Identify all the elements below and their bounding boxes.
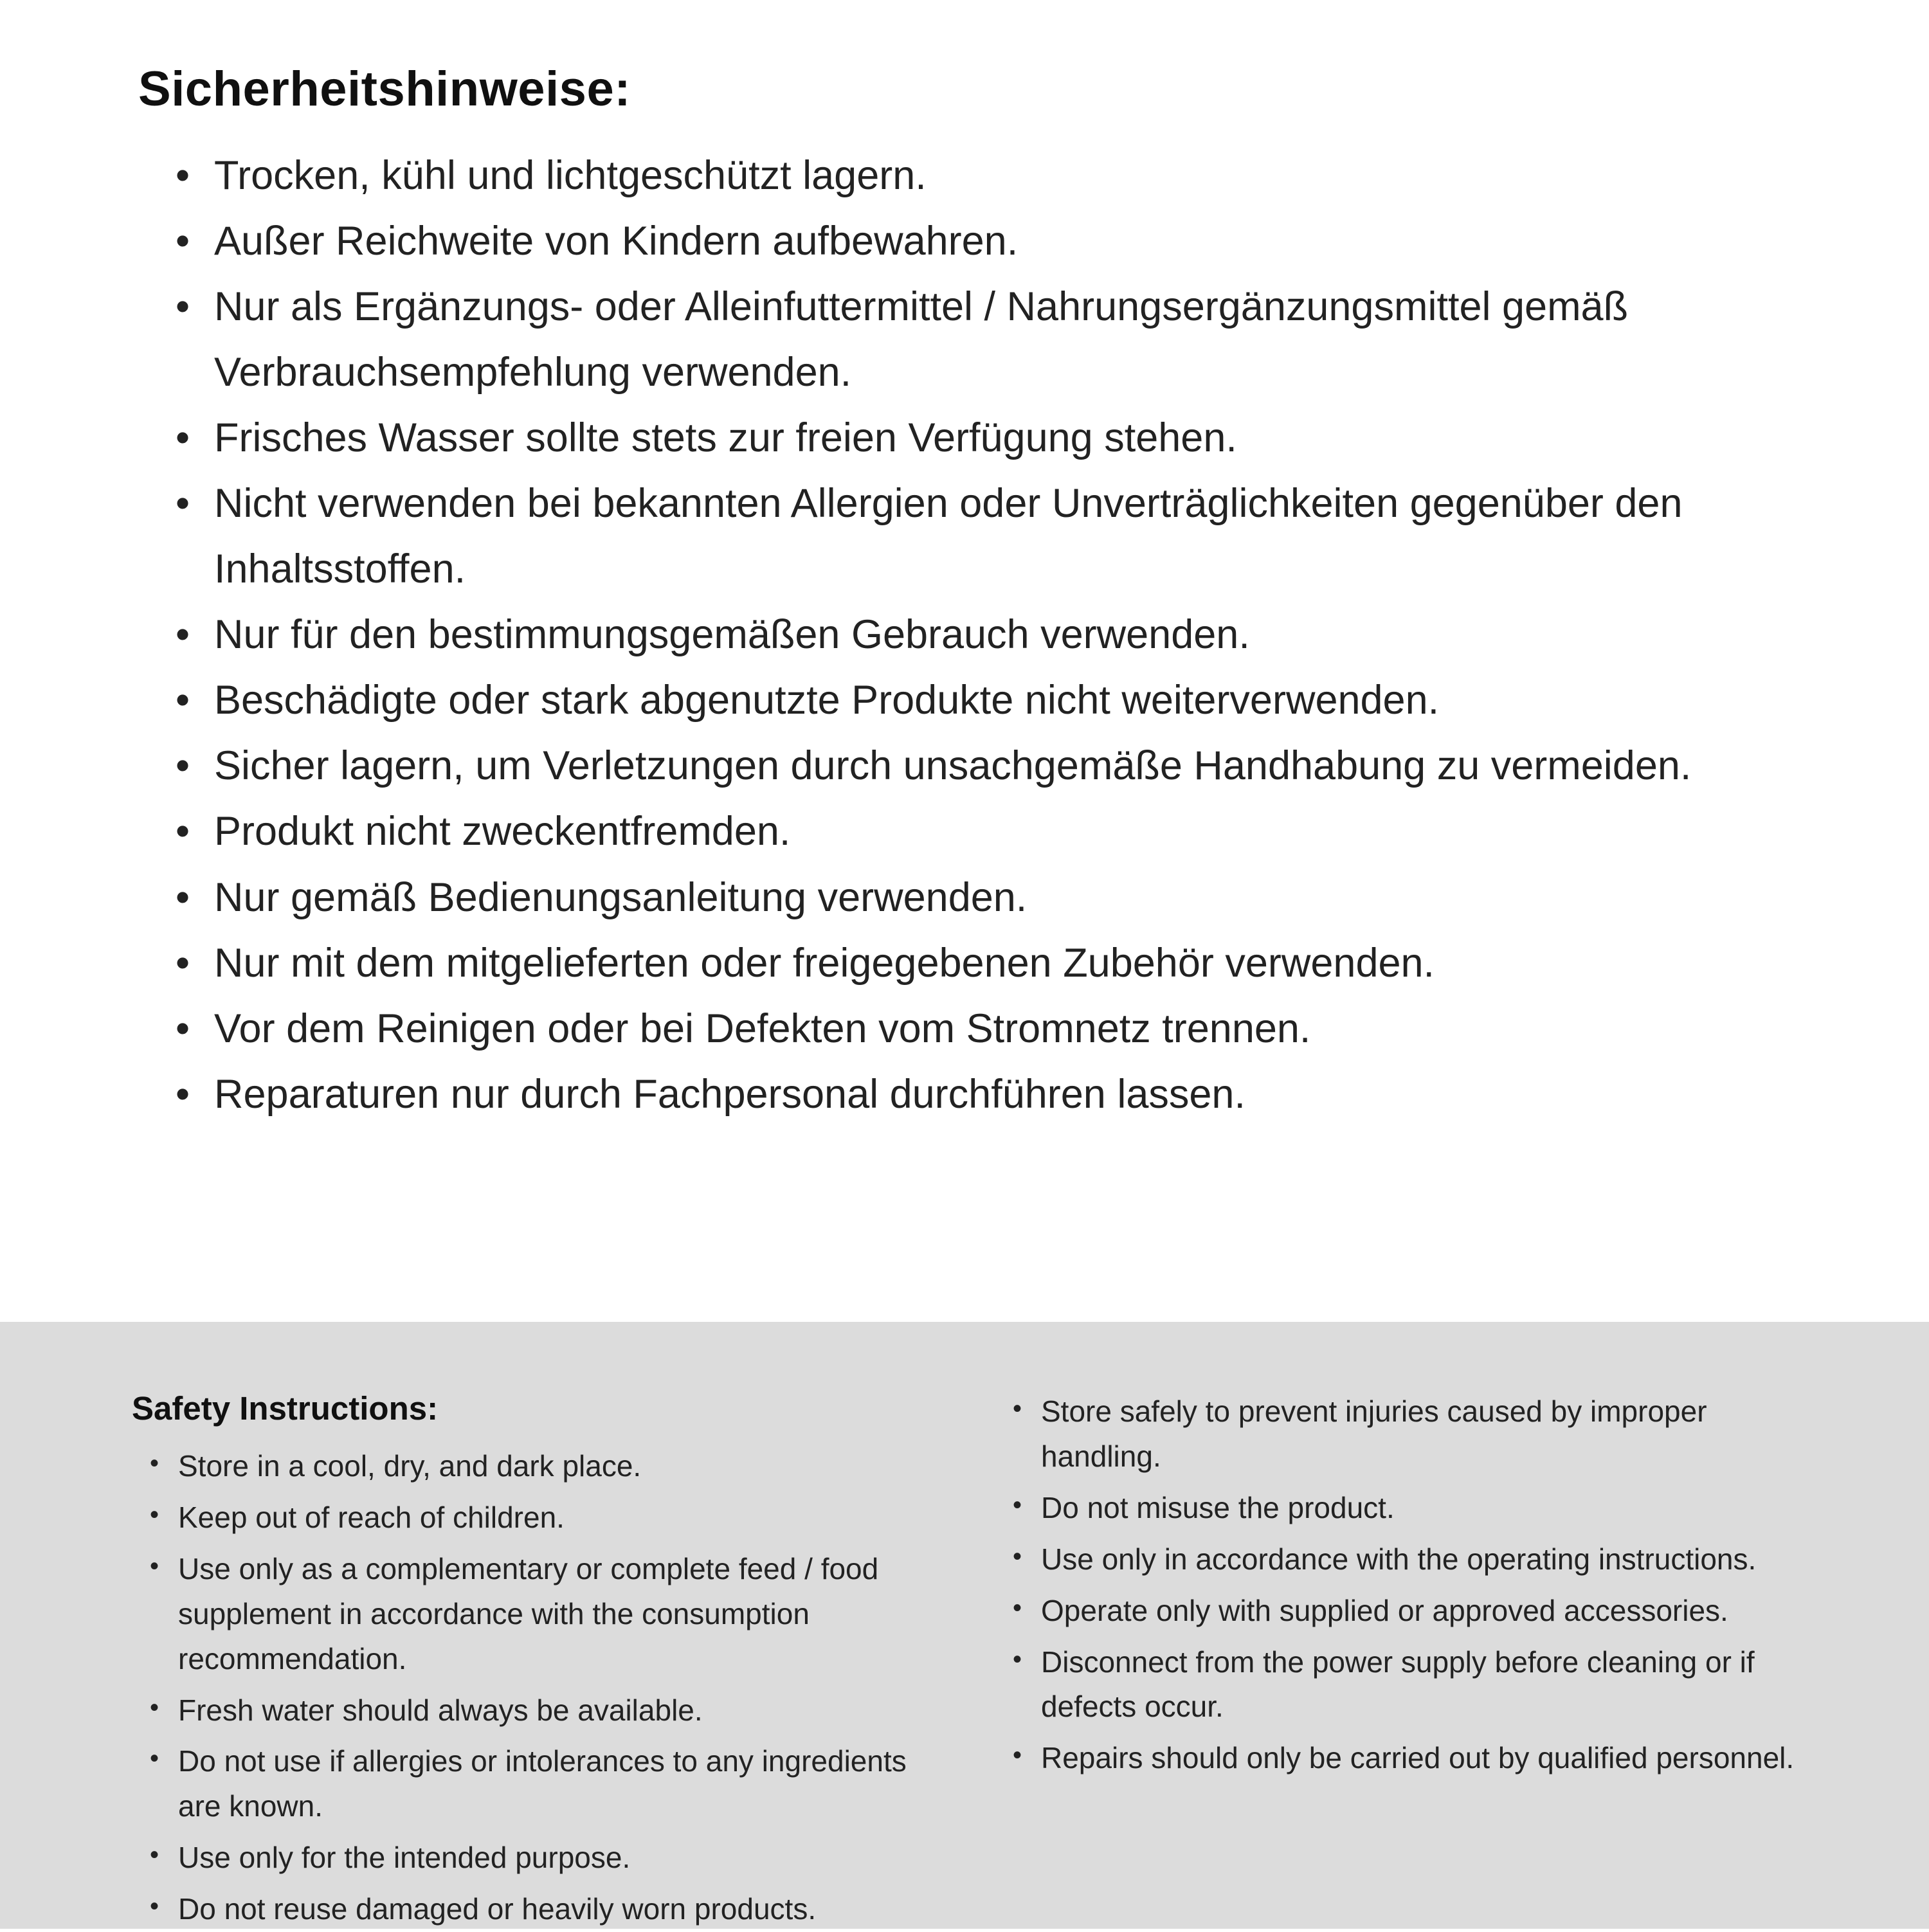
safety-instruction-item: • Store in a cool, dry, and dark place.	[150, 1444, 936, 1489]
safety-instruction-item: • Nur für den bestimmungsgemäßen Gebrauch verwenden.	[172, 602, 1839, 667]
safety-instruction-item: • Frisches Wasser sollte stets zur freien Verfügung stehen.	[172, 405, 1839, 471]
english-safety-list-left	[132, 1444, 936, 1932]
safety-instruction-item: • Trocken, kühl und lichtgeschützt lagern.	[172, 143, 1839, 208]
safety-instruction-item: • Use only in accordance with the operating instructions.	[1013, 1537, 1816, 1582]
safety-instruction-item: • Do not misuse the product.	[1013, 1486, 1816, 1531]
safety-instruction-item: • Nur als Ergänzungs- oder Alleinfuttermittel / Nahrungsergänzungsmittel gemäß Verbrauchsempfehlung verwenden.	[172, 274, 1839, 405]
safety-instruction-item: • Nur gemäß Bedienungsanleitung verwenden.	[172, 865, 1839, 930]
english-safety-list-right	[1013, 1389, 1816, 1781]
safety-instruction-item: • Repairs should only be carried out by qualified personnel.	[1013, 1736, 1816, 1781]
english-section-title: Safety Instructions:	[132, 1390, 439, 1427]
safety-instruction-item: • Do not use if allergies or intolerances to any ingredients are known.	[150, 1739, 936, 1829]
safety-instruction-item: • Produkt nicht zweckentfremden.	[172, 799, 1839, 864]
safety-instruction-item: • Fresh water should always be available.	[150, 1688, 936, 1733]
safety-instruction-item: • Vor dem Reinigen oder bei Defekten vom Stromnetz trennen.	[172, 996, 1839, 1061]
safety-instruction-item: • Use only for the intended purpose.	[150, 1836, 936, 1881]
safety-instruction-item: • Sicher lagern, um Verletzungen durch unsachgemäße Handhabung zu vermeiden.	[172, 733, 1839, 799]
safety-instruction-item: • Use only as a complementary or complete feed / food supplement in accordance with the consumption recommendation.	[150, 1547, 936, 1682]
safety-instruction-item: • Operate only with supplied or approved accessories.	[1013, 1589, 1816, 1634]
safety-instruction-item: • Store safely to prevent injuries caused by improper handling.	[1013, 1389, 1816, 1479]
safety-instruction-item: • Beschädigte oder stark abgenutzte Produkte nicht weiterverwenden.	[172, 667, 1839, 733]
english-safety-section	[0, 1322, 1929, 1929]
safety-instruction-item: • Disconnect from the power supply before cleaning or if defects occur.	[1013, 1640, 1816, 1730]
safety-instruction-item: • Keep out of reach of children.	[150, 1495, 936, 1540]
safety-instruction-item: • Nicht verwenden bei bekannten Allergien oder Unverträglichkeiten gegenüber den Inhaltsstoffen.	[172, 471, 1839, 602]
english-right-column	[1013, 1389, 1816, 1929]
german-section-title: Sicherheitshinweise:	[138, 62, 631, 116]
german-safety-list	[138, 143, 1839, 1127]
english-left-column	[132, 1389, 936, 1929]
safety-instruction-item: • Do not reuse damaged or heavily worn products.	[150, 1887, 936, 1932]
safety-instruction-item: • Außer Reichweite von Kindern aufbewahren.	[172, 208, 1839, 274]
safety-instruction-item: • Reparaturen nur durch Fachpersonal durchführen lassen.	[172, 1061, 1839, 1127]
safety-instruction-item: • Nur mit dem mitgelieferten oder freigegebenen Zubehör verwenden.	[172, 930, 1839, 996]
